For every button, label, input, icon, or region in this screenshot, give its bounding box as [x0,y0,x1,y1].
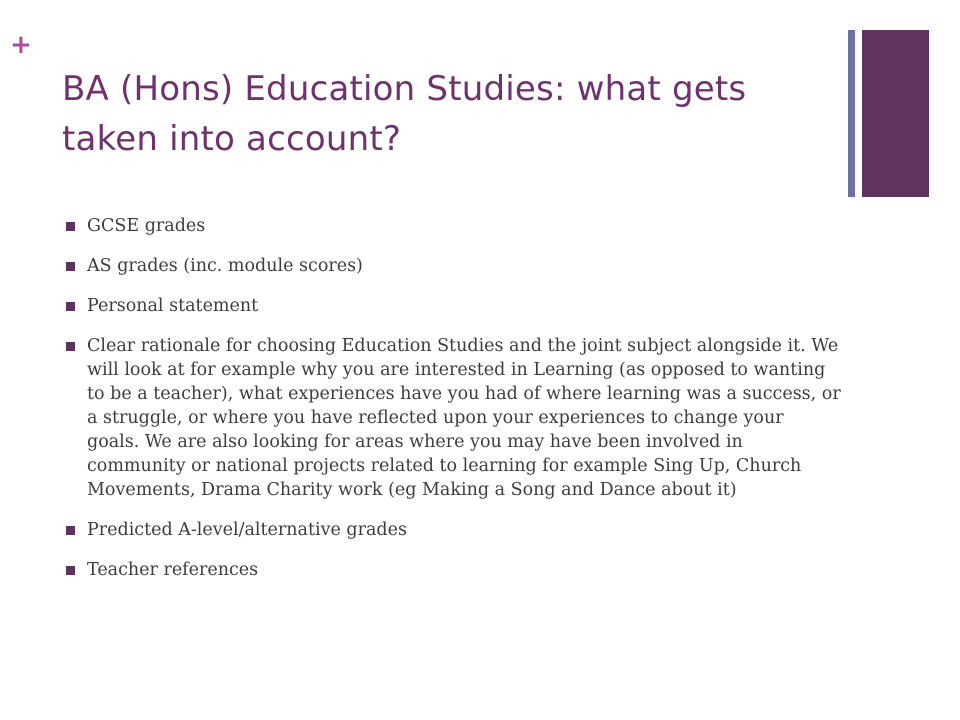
square-bullet-icon [66,526,75,535]
bullet-item-gcse-grades [66,214,841,238]
bullet-item-teacher-references [66,558,841,582]
bullet-text: Teacher references [87,560,259,580]
bullet-text: GCSE grades [87,216,206,236]
square-bullet-icon [66,302,75,311]
bullet-text: AS grades (inc. module scores) [87,256,363,276]
square-bullet-icon [66,262,75,271]
bullet-list [66,214,841,598]
accent-bar-thin [848,30,855,197]
bullet-text: Personal statement [87,296,259,316]
plus-icon: + [10,30,32,60]
bullet-item-personal-statement [66,294,841,318]
bullet-item-as-grades [66,254,841,278]
bullet-item-rationale [66,334,841,502]
slide-title: BA (Hons) Education Studies: what gets taken into account? [62,69,747,159]
square-bullet-icon [66,342,75,351]
accent-bar-wide [862,30,929,197]
bullet-text: Predicted A-level/alternative grades [87,520,407,540]
square-bullet-icon [66,222,75,231]
bullet-item-predicted-grades [66,518,841,542]
square-bullet-icon [66,566,75,575]
bullet-text: Clear rationale for choosing Education Studies and the joint subject alongside it. We will look at for example why you are interested in Learning (as opposed to wanting to be a teacher), what experiences have you had of where learning was a success, or a struggle, or where you have reflected upon your experiences to change your goals. We are also looking for areas where you may have been involved in community or national projects related to learning for example Sing Up, Church Movements, Drama Charity work (eg Making a Song and Dance about it) [87,336,841,500]
